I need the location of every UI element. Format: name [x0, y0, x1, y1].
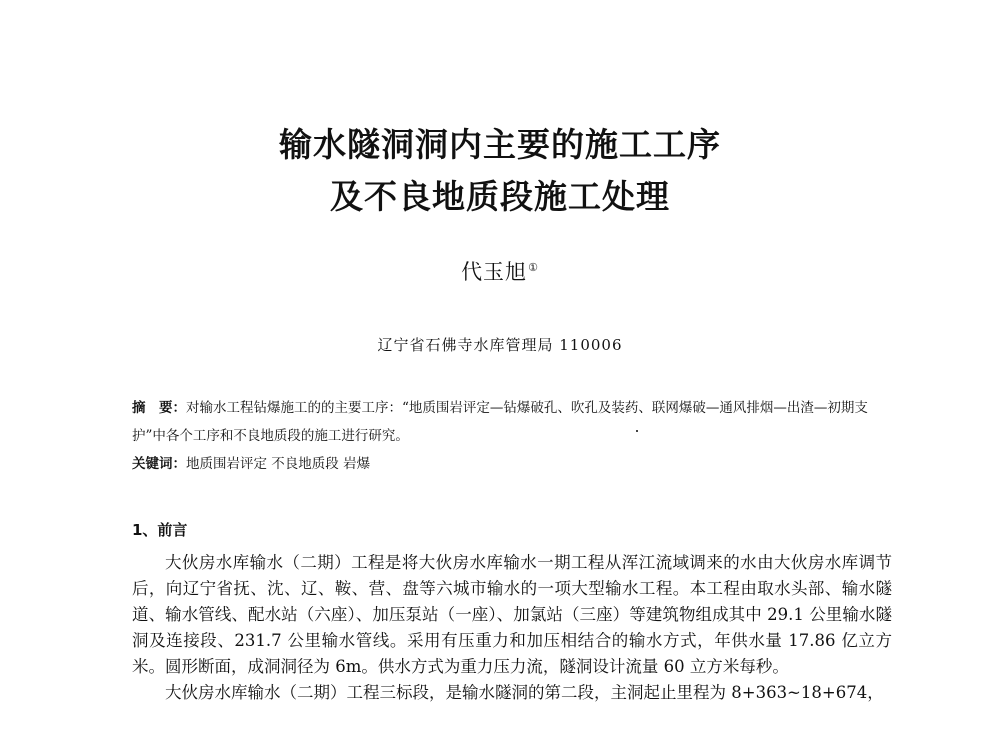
author-footnote-mark: ① [528, 261, 539, 274]
author-affiliation: 辽宁省石佛寺水库管理局 110006 [377, 336, 623, 354]
section-heading: 1、前言 [132, 521, 188, 539]
author-line [0, 262, 1000, 283]
paper-title-line-2: 及不良地质段施工处理 [330, 177, 670, 216]
body-paragraph: 大伙房水库输水（二期）工程三标段，是输水隧洞的第二段，主洞起止里程为 8+363~18+674， [165, 683, 884, 702]
keywords-paragraph [132, 450, 892, 478]
abstract-block [132, 394, 892, 478]
keywords-label: 关键词： [132, 456, 186, 472]
keywords-text: 地质围岩评定 不良地质段 岩爆 [186, 456, 371, 472]
abstract-paragraph [132, 394, 892, 450]
scan-speck [636, 430, 638, 432]
abstract-label: 摘 要： [132, 400, 186, 416]
paper-title-line-1: 输水隧洞洞内主要的施工工序 [279, 125, 721, 164]
abstract-text: 对输水工程钻爆施工的的主要工序：“地质围岩评定—钻爆破孔、吹孔及装药、联网爆破—通风排烟—出渣—初期支护”中各个工序和不良地质段的施工进行研究。 [132, 400, 868, 444]
body-paragraph: 大伙房水库输水（二期）工程是将大伙房水库输水一期工程从浑江流域调来的水由大伙房水库调节后，向辽宁省抚、沈、辽、鞍、营、盘等六城市输水的一项大型输水工程。本工程由取水头部、输水隧道、输水管线、配水站（六座）、加压泵站（一座）、加氯站（三座）等建筑物组成其中 29.1 公里输水隧洞及连接段、231.7 公里输水管线。采用有压重力和加压相结合的输水方式，年供水量 17.86 亿立方米。圆形断面，成洞洞径为 6m。供水方式为重力压力流，隧洞设计流量 60 立方米每秒。 [132, 553, 892, 676]
section-body [132, 550, 892, 706]
author-name: 代玉旭 [461, 260, 528, 284]
